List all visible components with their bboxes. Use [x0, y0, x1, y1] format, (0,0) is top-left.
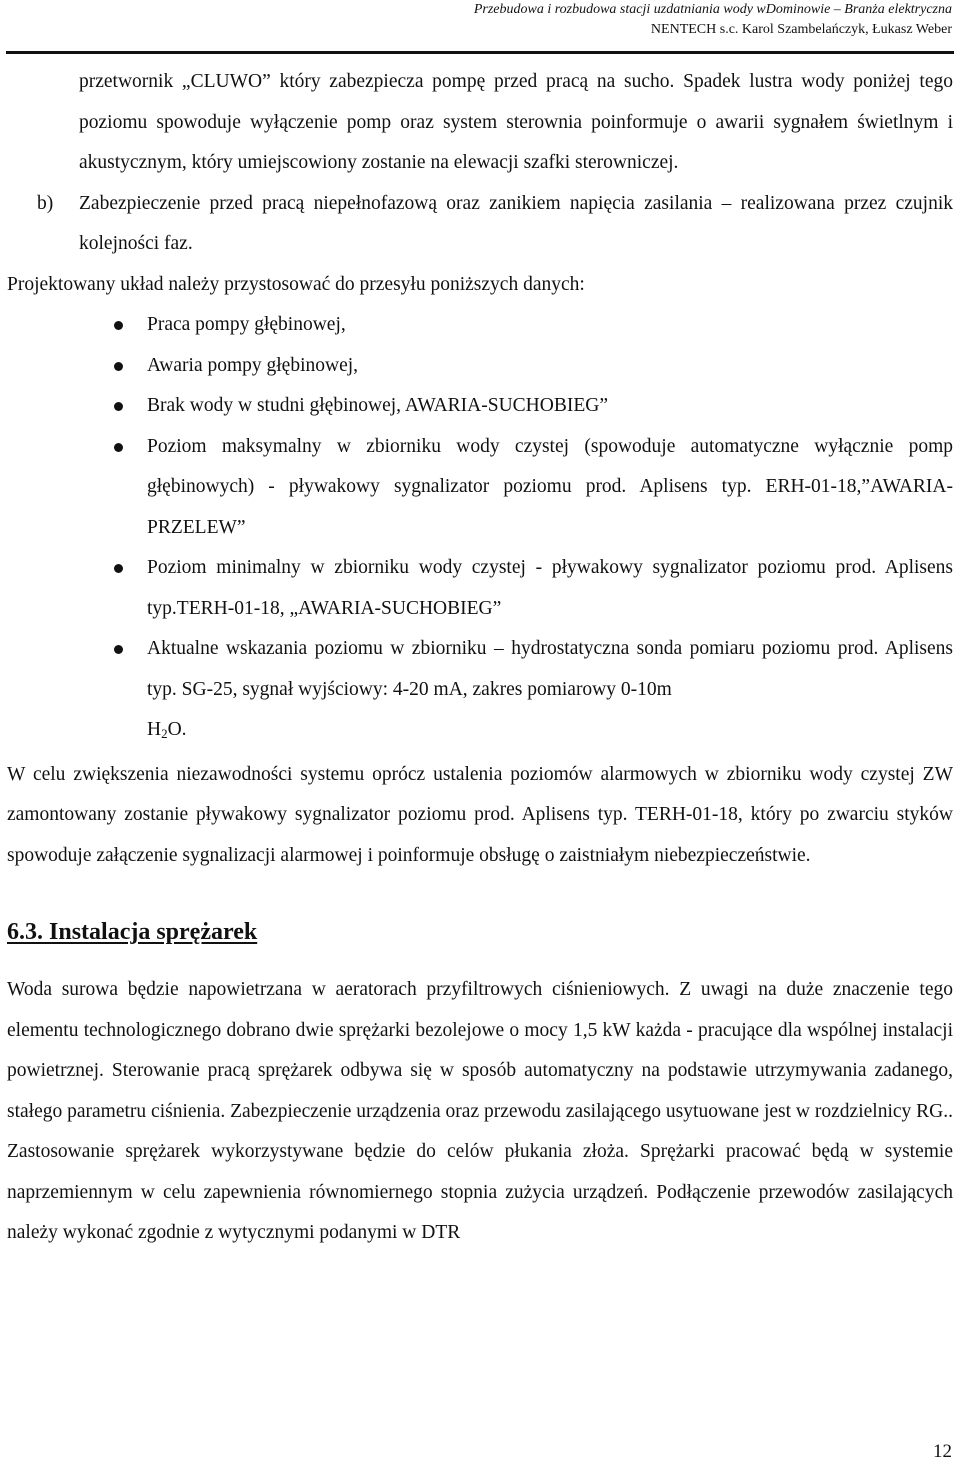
list-item: [7, 629, 953, 755]
list-item-text: Awaria pompy głębinowej,: [147, 354, 359, 376]
list-item: [7, 305, 953, 346]
list-item-text: Poziom minimalny w zbiorniku wody czystej - pływakowy sygnalizator poziomu prod. Aplisens typ.TERH-01-18, „AWARIA-SUCHOBIEG”: [147, 557, 953, 619]
list-item-b-label: b): [37, 192, 54, 214]
bullet-icon: [114, 443, 123, 452]
bullet-icon: [114, 362, 123, 371]
page-header: [0, 0, 952, 40]
bullet-icon: [114, 564, 123, 573]
list-item-text: Brak wody w studni głębinowej, AWARIA-SUCHOBIEG”: [147, 395, 608, 416]
compressors-paragraph: Woda surowa będzie napowietrzana w aeratorach przyfiltrowych ciśnieniowych. Z uwagi na duże znaczenie tego elementu technologicznego dobrano dwie sprężarki bezolejowe o mocy 1,5 kW każda - pracujące dla wspólnej instalacji powietrznej. Sterowanie pracą sprężarek odbywa się w sposób automatyczny na podstawie utrzymywania zadanego, stałego parametru ciśnienia. Zabezpieczenie urządzenia oraz przewodu zasilającego usytuowane jest w rozdzielnicy RG.. Zastosowanie sprężarek wykorzystywane będzie do celów płukania złoża. Sprężarki pracować będą w systemie naprzemiennym w celu zapewnienia równomiernego stopnia zużycia urządzeń. Podłączenie przewodów zasilających należy wykonać zgodnie z wytycznymi podanymi w DTR: [7, 979, 953, 1243]
list-item-b-text: Zabezpieczenie przed pracą niepełnofazową oraz zanikiem napięcia zasilania – realizowana przez czujnik kolejności faz.: [79, 192, 953, 254]
header-title: Przebudowa i rozbudowa stacji uzdatniania wody wDominowie – Branża elektryczna: [473, 2, 952, 17]
h2o-h: H: [147, 719, 162, 740]
list-item: [7, 427, 953, 549]
list-item-text: Aktualne wskazania poziomu w zbiorniku – hydrostatyczna sonda pomiaru poziomu prod. Aplisens typ. SG-25, sygnał wyjściowy: 4-20 mA, zakres pomiarowy 0-10m: [147, 638, 953, 700]
header-company: NENTECH s.c. Karol Szambelańczyk, Łukasz Weber: [650, 22, 952, 37]
list-item-b: [7, 184, 953, 265]
intro-paragraph: przetwornik „CLUWO” który zabezpiecza pompę przed pracą na sucho. Spadek lustra wody poniżej tego poziomu spowoduje wyłączenie pomp oraz system sterownia poinformuje o awarii sygnałem świetlnym i akustycznym, który umiejscowiony zostanie na elewacji szafki sterowniczej.: [79, 71, 953, 173]
page-number: 12: [933, 1441, 952, 1462]
h2o-rest: O.: [167, 719, 187, 740]
bullet-icon: [114, 402, 123, 411]
header-divider: [6, 51, 954, 54]
bullet-icon: [114, 645, 123, 654]
document-body: [7, 62, 953, 1254]
list-item-text: Praca pompy głębinowej,: [147, 314, 346, 335]
h2o-subscript: 2: [161, 726, 168, 741]
list-item: [7, 346, 953, 387]
reliability-paragraph: W celu zwiększenia niezawodności systemu oprócz ustalenia poziomów alarmowych w zbiorniku wody czystej ZW zamontowany zostanie pływakowy sygnalizator poziomu prod. Aplisens typ. TERH-01-18, który po zwarciu styków spowoduje załączenie sygnalizacji alarmowej i poinformuje obsługę o zaistniałym niebezpieczeństwie.: [7, 763, 953, 866]
h2o-unit: [147, 719, 187, 740]
list-intro: Projektowany układ należy przystosować do przesyłu poniższych danych:: [7, 273, 585, 295]
list-item-text: Poziom maksymalny w zbiorniku wody czystej (spowoduje automatyczne wyłącznie pomp głębinowych) - pływakowy sygnalizator poziomu prod. Aplisens typ. ERH-01-18,”AWARIA-PRZELEW”: [147, 435, 953, 538]
section-heading: 6.3. Instalacja sprężarek: [7, 919, 258, 945]
bullet-icon: [114, 321, 123, 330]
data-list: [7, 305, 953, 755]
list-item: [7, 548, 953, 629]
list-item: [7, 386, 953, 427]
